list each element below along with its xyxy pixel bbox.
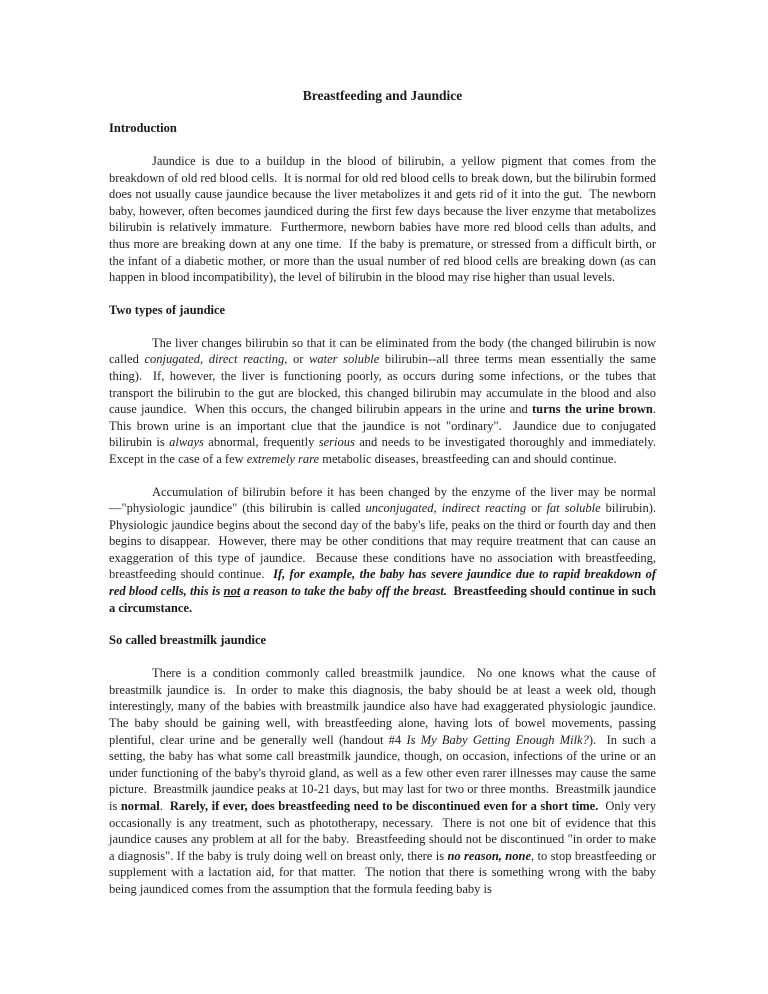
text-run: There is a condition commonly called breastmilk jaundice. No one knows what the cause of breastmilk jaundice is. In order to make this diagnosis, the baby should be at least a week old, though interestingly, many of the babies with breastmilk jaundice also have had exaggerated physiologic jaundice. The baby should be gaining well, with breastfeeding alone, having lots of bowel movements, passing plentiful, clear urine and be generally well (handout #4 [109,666,663,747]
text-run: metabolic diseases, breastfeeding can and should continue. [319,451,617,466]
text-run: unconjugated, indirect reacting [365,501,527,516]
text-run: bilirubin). Physiologic jaundice begins about the second day of the baby's life, peaks on the third or fourth day and then begins to disappear. However, there may be other conditions that may require treatment that can cause an exaggeration of this type of jaundice. Because these conditions have no association with breastfeeding, breastfeeding should continue. [109,501,663,582]
text-run: abnormal, frequently [203,435,319,450]
text-run: turns the urine brown [532,402,653,417]
text-run: extremely rare [246,451,320,466]
text-run: . [159,799,170,813]
text-run: Jaundice is due to a buildup in the blood of bilirubin, a yellow pigment that comes from the breakdown of old red blood cells. It is normal for old red blood cells to break down, but the bilirubin formed does not usually cause jaundice because the liver metabolizes it and gets rid of it into the gut. The newborn baby, however, often becomes jaundiced during the first few days because the liver enzyme that metabolizes bilirubin is relatively immature. Furthermore, newborn babies have more red blood cells than adults, and thus more are breaking down at any one time. If the baby is premature, or stressed from a difficult birth, or the infant of a diabetic mother, or more than the usual number of red blood cells are breaking down (as can happen in blood incompatibility), the level of bilirubin in the blood may rise higher than usual levels. [109,154,660,285]
text-run: Rarely, if ever, does breastfeeding need to be discontinued even for a short time. [169,799,599,813]
text-run: no reason, none [447,848,532,863]
document-title: Breastfeeding and Jaundice [302,88,463,103]
text-run: ). In such a setting, the baby has what some call breastmilk jaundice, though, on occasion, infections of the urine or an under functioning of the baby's thyroid gland, as well as a few other even rarer illnesses may cause the same picture. Breastmilk jaundice peaks at 10-21 days, but may last for two or three months. Breastmilk jaundice is [109,732,660,813]
text-run: water soluble [309,352,380,367]
text-run: not [223,584,241,599]
text-run: a reason to take the baby off the breast. [240,584,447,599]
text-run: always [169,435,204,450]
text-run: , [200,352,209,367]
text-run: serious [318,435,355,450]
text-run: Is My Baby Getting Enough Milk? [406,732,589,747]
text-run: and needs to be investigated thoroughly and immediately. Except in the case of a few [109,435,663,466]
text-run: fat soluble [546,501,601,516]
text-run: , to stop breastfeeding or supplement with a lactation aid, for that matter. The notion that there is something wrong with the baby being jaundiced comes from the assumption that the formula feeding baby is [109,848,660,896]
text-run: The liver changes bilirubin so that it can be eliminated from the body (the changed bilirubin is now called [109,335,660,367]
text-run: Breastfeeding should continue in such a circumstance. [109,584,660,615]
text-run: , or [284,352,310,367]
text-run: Accumulation of bilirubin before it has been changed by the enzyme of the liver may be normal—"physiologic jaundice" (this bilirubin is called [109,484,656,516]
paragraph [109,335,663,468]
text-run: or [526,501,547,516]
document-body [109,120,663,898]
section-heading-0: Introduction [109,121,177,135]
text-run: If, for example, the baby has severe jaundice due to rapid breakdown of red blood cells, this is [109,567,660,599]
paragraph [109,665,663,897]
paragraph [109,153,660,286]
section-heading-1: Two types of jaundice [109,302,226,317]
text-run: Only very occasionally is any treatment, such as phototherapy, necessary. There is not one bit of evidence that this jaundice causes any problem at all for the baby. Breastfeeding should not be discontinued "in order to make a diagnosis". If the baby is truly doing well on breast only, there is [109,799,660,863]
text-run: conjugated [144,352,201,367]
text-run: direct reacting [208,352,285,367]
text-run: . This brown urine is an important clue that the jaundice is not "ordinary". Jaundice due to conjugated bilirubin is [109,402,663,450]
text-run: normal [120,799,160,813]
text-run: bilirubin--all three terms mean essentially the same thing). If, however, the liver is functioning poorly, as occurs during some infections, or the tubes that transport the bilirubin to the gut are blocked, this changed bilirubin may accumulate in the blood and also cause jaundice. When this occurs, the changed bilirubin appears in the urine and [109,352,660,417]
section-heading-2: So called breastmilk jaundice [109,633,267,648]
paragraph [109,484,663,617]
